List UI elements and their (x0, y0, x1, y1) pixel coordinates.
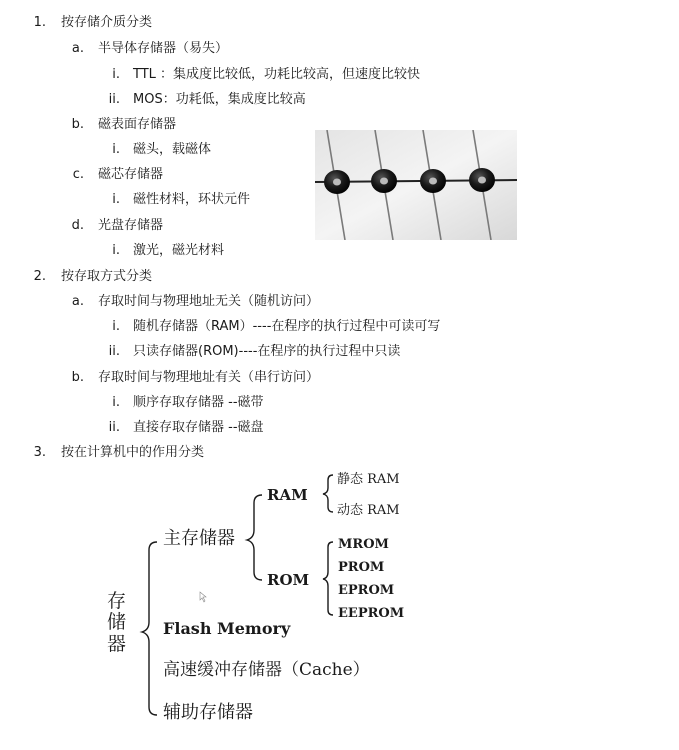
item-1b-i-marker: i. (112, 142, 120, 157)
item-1b-i-text: 磁头，载磁体 (133, 142, 212, 157)
item-1-marker: 1. (33, 15, 46, 30)
rom-type-eeprom: EEPROM (338, 606, 405, 621)
item-1a-marker: a. (71, 41, 84, 56)
ram-brace (323, 475, 333, 512)
mouse-cursor-icon (200, 592, 206, 602)
item-2a-i-text: 随机存储器（RAM）----在程序的执行过程中可读可写 (133, 319, 441, 334)
rom-type-prom: PROM (338, 560, 385, 575)
item-1d-i-text: 激光，磁光材料 (133, 243, 225, 258)
item-1c-i-text: 磁性材料，环状元件 (133, 192, 251, 207)
main-memory-brace (247, 495, 262, 580)
root-brace (142, 542, 157, 715)
item-2a-ii-marker: ii. (108, 344, 120, 359)
item-2a-marker: a. (71, 294, 84, 309)
item-2a-title: 存取时间与物理地址无关（随机访问） (98, 294, 320, 309)
item-2b-ii-text: 直接存取存储器 --磁盘 (133, 420, 264, 435)
item-2b-i-marker: i. (112, 395, 120, 410)
rom-type-mrom: MROM (338, 537, 389, 552)
memory-classification-diagram (95, 462, 425, 742)
item-2b-ii-marker: ii. (108, 420, 120, 435)
item-1a-ii-text: MOS：功耗低，集成度比较高 (133, 92, 306, 107)
item-1a-title: 半导体存储器（易失） (98, 41, 229, 56)
static-ram-label: 静态 RAM (337, 472, 400, 487)
cache-label: 高速缓冲存储器（Cache） (163, 660, 370, 680)
item-1a-ii-marker: ii. (108, 92, 120, 107)
root-char-1: 存 (107, 590, 127, 612)
item-1-title: 按存储介质分类 (61, 15, 153, 30)
aux-storage-label: 辅助存储器 (163, 702, 253, 723)
item-1c-i-marker: i. (112, 192, 120, 207)
item-3-title: 按在计算机中的作用分类 (61, 445, 205, 460)
item-1d-i-marker: i. (112, 243, 120, 258)
item-3-marker: 3. (33, 445, 46, 460)
item-2a-i-marker: i. (112, 319, 120, 334)
item-2a-ii-text: 只读存储器(ROM)----在程序的执行过程中只读 (133, 344, 401, 359)
root-char-2: 储 (107, 611, 127, 633)
dynamic-ram-label: 动态 RAM (337, 503, 400, 518)
rom-label: ROM (267, 571, 310, 589)
item-1c-marker: c. (72, 167, 84, 182)
item-2b-i-text: 顺序存取存储器 --磁带 (133, 395, 264, 410)
item-1a-i-text: TTL ：集成度比较低，功耗比较高，但速度比较快 (133, 67, 421, 82)
item-1c-title: 磁芯存储器 (98, 167, 164, 182)
item-2b-marker: b. (71, 370, 84, 385)
flash-memory-label: Flash Memory (163, 619, 291, 638)
main-memory-label: 主存储器 (163, 528, 235, 549)
magnetic-core-photo (315, 130, 517, 240)
rom-brace (323, 542, 333, 615)
rom-type-eprom: EPROM (338, 583, 395, 598)
item-2b-title: 存取时间与物理地址有关（串行访问） (98, 370, 320, 385)
ram-label: RAM (267, 486, 308, 504)
item-1d-marker: d. (71, 218, 84, 233)
item-1a-i-marker: i. (112, 67, 120, 82)
root-char-3: 器 (107, 633, 127, 655)
item-1b-title: 磁表面存储器 (98, 117, 177, 132)
item-2-marker: 2. (33, 269, 46, 284)
item-2-title: 按存取方式分类 (61, 269, 153, 284)
item-1b-marker: b. (71, 117, 84, 132)
item-1d-title: 光盘存储器 (98, 218, 164, 233)
